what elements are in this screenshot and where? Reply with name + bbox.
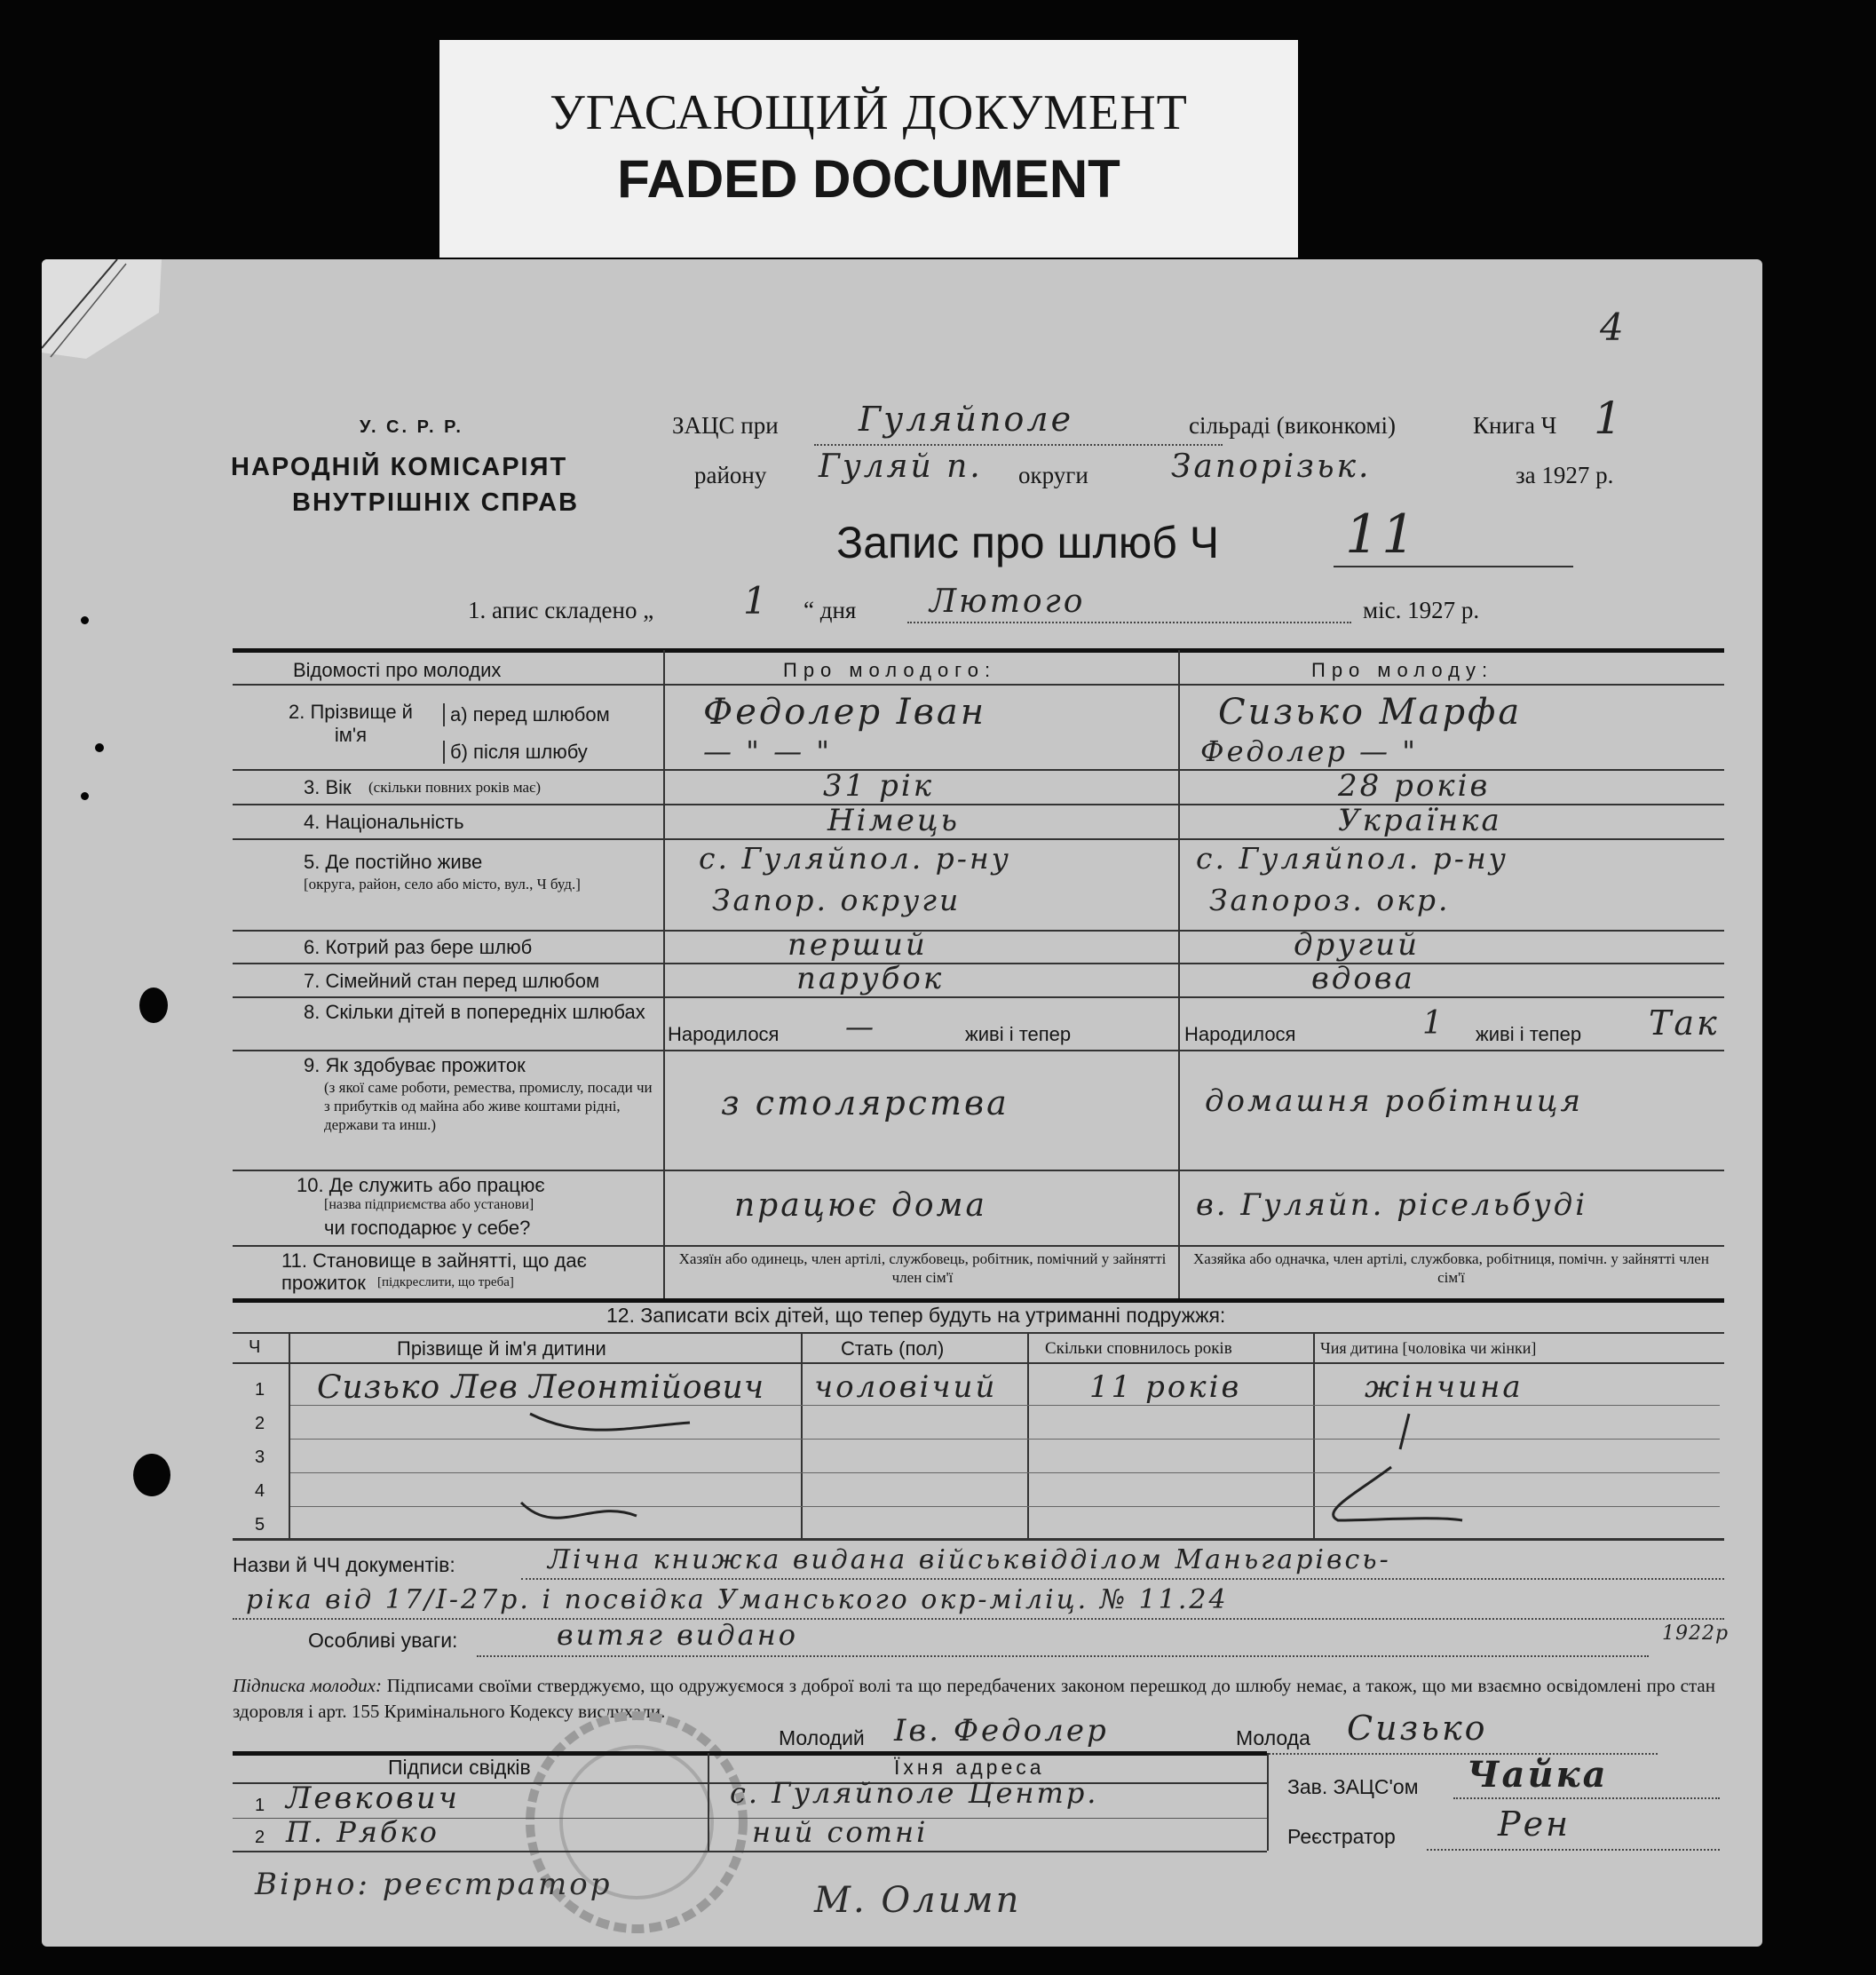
commissariat-line-2: ВНУТРІШНІХ СПРАВ xyxy=(292,488,580,517)
notes-label: Особливі уваги: xyxy=(308,1629,458,1652)
children-title: 12. Записати всіх дітей, що тепер будуть на утриманні подружжя: xyxy=(606,1304,1226,1327)
record-day: 1 xyxy=(743,579,770,623)
children-row-num: 2 xyxy=(255,1414,265,1433)
bride-alive-label: живі і тепер xyxy=(1476,1023,1582,1045)
pin-mark xyxy=(81,616,89,624)
witness-num: 1 xyxy=(255,1796,265,1815)
child-sex: чоловічий xyxy=(814,1369,998,1405)
bride-alive-value: Так xyxy=(1649,1003,1720,1043)
children-col-sex: Стать (пол) xyxy=(841,1337,945,1360)
children-bottom-border xyxy=(233,1538,1724,1541)
zags-village-underline xyxy=(814,444,1223,446)
registrar-underline xyxy=(1427,1849,1720,1851)
children-row-num: 5 xyxy=(255,1515,265,1535)
certification-signature: М. Олимп xyxy=(814,1880,1022,1921)
punch-hole-bottom xyxy=(133,1454,170,1496)
groom-signature: Ів. Федолер xyxy=(894,1713,1109,1749)
table-row-line xyxy=(233,1170,1724,1171)
official-stamp xyxy=(503,1707,770,1938)
children-header-top xyxy=(233,1332,1724,1334)
table-row-line xyxy=(233,838,1724,840)
row-name-label: 2. Прізвище й ім'я xyxy=(289,701,413,746)
groom-nationality: Німець xyxy=(827,803,961,838)
children-divider xyxy=(801,1334,803,1538)
table-row-line xyxy=(233,769,1724,771)
witness-num: 2 xyxy=(255,1828,265,1847)
zags-suffix: сільраді (виконкомі) xyxy=(1189,412,1396,439)
okrug-value: Запорізьк. xyxy=(1171,448,1372,485)
bride-name-before: Сизько Марфа xyxy=(1218,692,1523,733)
row-residence-note: [округа, район, село або місто, вул., Ч буд.] xyxy=(304,876,581,892)
year-label: за 1927 р. xyxy=(1516,462,1614,488)
row-residence-label: 5. Де постійно живе xyxy=(304,851,483,873)
witness-col-address: Їхня адреса xyxy=(894,1756,1045,1779)
bride-residence-1: с. Гуляйпол. р-ну xyxy=(1196,841,1508,876)
child-whose: жінчина xyxy=(1365,1369,1524,1405)
children-header-bottom xyxy=(233,1362,1724,1364)
republic-header: У. С. Р. Р. xyxy=(360,417,463,437)
row-age-label: 3. Вік xyxy=(304,776,352,798)
row-name-sub-a: а) перед шлюбом xyxy=(443,703,610,726)
groom-marriage-count: перший xyxy=(788,927,928,963)
faded-document-label xyxy=(439,40,1298,258)
witness-divider xyxy=(708,1753,709,1851)
groom-born-value: — xyxy=(845,1010,876,1043)
witness-2-signature: П. Рябко xyxy=(286,1815,439,1849)
row-children-label: 8. Скільки дітей в попередніх шлюбах xyxy=(304,1001,645,1023)
row-occupation-label: 11. Становище в зайнятті, що дає прожиток xyxy=(281,1249,587,1294)
bride-signature: Сизько xyxy=(1347,1709,1488,1748)
witness-col-signature: Підписи свідків xyxy=(388,1756,531,1779)
witness-table-bottom xyxy=(233,1851,1267,1852)
documents-label: Назви й ЧЧ документів: xyxy=(233,1553,455,1576)
table-row-line xyxy=(233,930,1724,932)
groom-born-label: Народилося xyxy=(668,1023,780,1045)
bride-marriage-count: другий xyxy=(1294,927,1421,963)
bride-occupation-options: Хазяйка або одначка, член артілі, службовка, робітниця, помічн. у зайнятті член сім'ї xyxy=(1193,1250,1709,1286)
groom-residence-2: Запор. округи xyxy=(712,883,962,917)
bride-age: 28 років xyxy=(1338,768,1491,804)
children-row-num: 3 xyxy=(255,1448,265,1467)
bride-workplace: в. Гуляйп. рісельбуді xyxy=(1196,1187,1588,1223)
zags-village: Гуляйполе xyxy=(859,400,1074,439)
groom-name-before: Федолер Іван xyxy=(703,692,987,733)
row-age-note: (скільки повних років має) xyxy=(368,779,542,796)
child-name: Сизько Лев Леонтійович xyxy=(317,1369,765,1406)
row-nationality-label: 4. Національність xyxy=(304,811,464,833)
table-row-line xyxy=(233,996,1724,998)
groom-family-status: парубок xyxy=(796,961,945,996)
okrug-label: округи xyxy=(1018,462,1088,488)
table-divider-1 xyxy=(663,650,665,1300)
groom-age: 31 рік xyxy=(823,768,935,804)
punch-hole-top xyxy=(139,988,168,1023)
table-header-bottom xyxy=(233,684,1724,686)
table-row-line xyxy=(233,963,1724,964)
pin-mark xyxy=(81,792,89,800)
record-date-mid: “ дня xyxy=(803,597,857,623)
commissariat-line-1: НАРОДНІЙ КОМІСАРІЯТ xyxy=(231,453,568,481)
notes-underline xyxy=(477,1655,1649,1657)
groom-residence-1: с. Гуляйпол. р-ну xyxy=(699,841,1011,876)
registrar-label: Реєстратор xyxy=(1287,1825,1396,1848)
record-title: Запис про шлюб Ч xyxy=(836,518,1220,567)
bride-born-label: Народилося xyxy=(1184,1023,1296,1045)
folded-corner xyxy=(42,259,166,366)
bride-livelihood: домашня робітниця xyxy=(1205,1083,1584,1119)
row-livelihood-note: (з якої саме роботи, ремества, промислу, посади чи з прибутків од майна або живе коштами рідні, держави та инш.) xyxy=(324,1079,653,1133)
witness-divider xyxy=(1267,1753,1269,1851)
col-header-info: Відомості про молодих xyxy=(293,659,502,681)
row-livelihood-label: 9. Як здобуває прожиток xyxy=(304,1054,526,1076)
documents-year: 1922р xyxy=(1662,1622,1730,1645)
archive-page-mark: 4 xyxy=(1600,305,1627,349)
children-col-num: Ч xyxy=(249,1337,261,1357)
row-workplace-note-2: чи господарює у себе? xyxy=(324,1217,531,1239)
certification-text: Вірно: реєстратор xyxy=(255,1867,613,1902)
table-top-border xyxy=(233,648,1724,653)
bride-born-value: 1 xyxy=(1422,1005,1445,1042)
witness-2-address: ний сотні xyxy=(752,1815,929,1849)
children-col-whose: Чия дитина [чоловіка чи жінки] xyxy=(1320,1339,1537,1357)
children-row-num: 4 xyxy=(255,1481,265,1501)
children-divider xyxy=(289,1334,290,1538)
child-age: 11 років xyxy=(1089,1369,1242,1405)
title-underline xyxy=(1334,566,1573,567)
groom-name-after: — " — " xyxy=(703,734,832,768)
zags-prefix: ЗАЦС при xyxy=(672,412,779,439)
raion-label: району xyxy=(694,462,767,488)
children-row-num: 1 xyxy=(255,1380,265,1400)
row-workplace-label: 10. Де служить або працює xyxy=(297,1174,545,1196)
label-russian: УГАСАЮЩИЙ ДОКУМЕНТ xyxy=(550,85,1188,140)
col-header-bride: Про молоду: xyxy=(1311,659,1494,681)
record-date-prefix: 1. апис складено „ xyxy=(468,597,654,623)
children-divider xyxy=(1027,1334,1029,1538)
col-header-groom: Про молодого: xyxy=(783,659,997,681)
groom-signature-label: Молодий xyxy=(779,1726,865,1749)
groom-occupation-options: Хазяїн або одинець, член артілі, службовець, робітник, помічний у зайнятті член сім'ї xyxy=(678,1250,1167,1286)
groom-alive-label: живі і тепер xyxy=(965,1023,1072,1045)
book-label: Книга Ч xyxy=(1473,412,1557,439)
row-workplace-note: [назва підприємства або установи] xyxy=(324,1197,534,1212)
table-divider-2 xyxy=(1178,650,1180,1300)
record-date-suffix: міс. 1927 р. xyxy=(1363,597,1480,623)
documents-line-1: Лічна книжка видана військвідділом Маньгарівсь- xyxy=(548,1544,1391,1575)
table-bottom-border xyxy=(233,1298,1724,1303)
witness-1-signature: Левкович xyxy=(286,1781,460,1816)
documents-line-2: ріка від 17/I-27р. і посвідка Уманського окр-міліц. № 11.24 xyxy=(246,1584,1229,1615)
raion-value: Гуляй п. xyxy=(819,448,983,485)
notes-value: витяг видано xyxy=(557,1618,799,1652)
bride-name-after: Федолер — " xyxy=(1200,734,1418,768)
children-col-age: Скільки сповнилось років xyxy=(1045,1339,1232,1358)
row-family-status-label: 7. Сімейний стан перед шлюбом xyxy=(304,970,600,992)
blank-row-strike xyxy=(1285,1405,1498,1538)
row-name-sub-b: б) після шлюбу xyxy=(443,741,588,764)
row-occupation-note: [підкреслити, що треба] xyxy=(377,1275,514,1289)
bride-family-status: вдова xyxy=(1311,961,1415,996)
book-number: 1 xyxy=(1594,393,1625,444)
zags-head-label: Зав. ЗАЦС'ом xyxy=(1287,1775,1419,1798)
declaration-lead: Підписка молодих: xyxy=(233,1675,382,1696)
table-row-line xyxy=(233,1050,1724,1051)
row-marriage-count-label: 6. Котрий раз бере шлюб xyxy=(304,936,533,958)
bride-signature-label: Молода xyxy=(1236,1726,1310,1749)
bride-residence-2: Запороз. окр. xyxy=(1209,883,1451,917)
record-number: 11 xyxy=(1345,504,1419,566)
record-month-underline xyxy=(907,622,1351,623)
label-english: FADED DOCUMENT xyxy=(617,149,1120,209)
groom-workplace: працює дома xyxy=(734,1187,987,1224)
zags-head-signature: Чайка xyxy=(1467,1754,1609,1796)
witness-1-address: с. Гуляйполе Центр. xyxy=(730,1776,1099,1810)
children-col-name: Прізвище й ім'я дитини xyxy=(397,1337,606,1360)
documents-underline xyxy=(233,1618,1724,1620)
declaration-body: Підписами своїми стверджуємо, що одружуємося з доброї волі та що передбачених законом перешкод до шлюбу немає, а також, що ми взаємно освідомлені про стан здоровля і арт. 155 Кримінального Кодексу вислухали. xyxy=(233,1675,1715,1722)
blank-row-strike xyxy=(486,1405,752,1538)
head-underline xyxy=(1453,1797,1720,1799)
bride-nationality: Українка xyxy=(1338,803,1502,838)
registrar-signature: Рен xyxy=(1498,1804,1571,1844)
record-month: Лютого xyxy=(930,583,1086,620)
pin-mark xyxy=(95,743,104,752)
table-row-line xyxy=(233,1245,1724,1247)
groom-livelihood: з столярства xyxy=(721,1083,1009,1122)
marriage-record-sheet xyxy=(42,259,1762,1947)
documents-underline xyxy=(521,1578,1724,1580)
